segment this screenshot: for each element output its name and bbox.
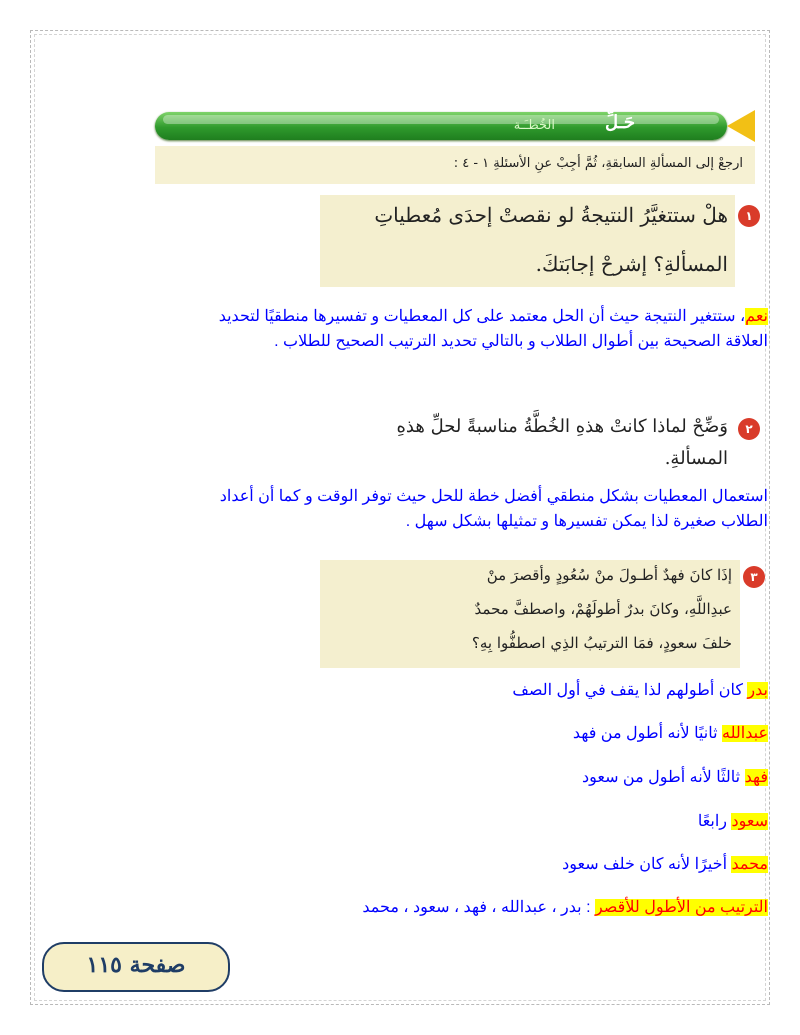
answer-3-line-1: بدر كان أطولهم لذا يقف في أول الصف [512, 682, 768, 699]
answer-2-line-1: استعمال المعطيات بشكل منطقي أفضل خطة للحل حيث توفر الوقت و كما أن أعداد [219, 488, 768, 505]
question-3-line-1: إذَا كانَ فهدٌ أطـولَ منْ سُعُودٍ وأقصرَ منْ [486, 566, 732, 584]
answer-3-line-3: فهد ثالثًا لأنه أطول من سعود [581, 769, 768, 786]
question-1-line-1: هلْ ستتغيَّرُ النتيجةُ لو نقصتْ إحدَى مُعطياتِ [374, 203, 728, 227]
answer-1-line-1: نعم، ستتغير النتيجة حيث أن الحل معتمد على كل المعطيات و تفسيرها منطقيًا لتحديد [218, 308, 768, 325]
answer-1-line-2: العلاقة الصحيحة بين أطوال الطلاب و بالتالي تحديد الترتيب الصحيح للطلاب . [274, 332, 768, 350]
order-label: الترتيب من الأطول للأقصر [594, 899, 768, 916]
page-number: صفحة ١١٥ [86, 952, 186, 978]
section-banner [155, 108, 755, 144]
answer-1 [219, 305, 768, 355]
question-3-line-3: خلفَ سعودٍ، فمَا الترتيبُ الذِي اصطفُّوا بِهِ؟ [471, 634, 732, 652]
answer-3-line-5: محمد أخيرًا لأنه كان خلف سعود [562, 856, 768, 873]
arrow-icon [727, 110, 755, 142]
order-text: : بدر ، عبدالله ، فهد ، سعود ، محمد [362, 899, 595, 916]
banner-title: حَـلِّ [604, 112, 635, 133]
question-2-line-2: المسألةِ. [664, 448, 728, 469]
answer-3-line-2: عبدالله ثانيًا لأنه أطول من فهد [572, 725, 768, 742]
order-summary [362, 900, 768, 916]
instruction-box [155, 146, 755, 184]
answer-2 [220, 485, 768, 535]
question-1-line-2: المسألةِ؟ إشرحْ إجابَتكَ. [535, 252, 728, 276]
answer-2-line-2: الطلاب صغيرة لذا يمكن تفسيرها و تمثيلها بشكل سهل . [405, 512, 768, 530]
question-3-line-2: عبدِاللَّهِ، وكانَ بدرٌ أطولَهُمْ، واصطفَّ محمدٌ [474, 600, 732, 618]
answer-3-line-4: سعود رابعًا [697, 813, 768, 830]
instruction-text: ارجعْ إلى المسألةِ السابقةِ، ثُمَّ أجِبْ عنِ الأسئلةِ ١ - ٤ : [453, 156, 743, 171]
answer-1-highlight: نعم [745, 308, 768, 325]
question-2-number: ٢ [738, 418, 760, 440]
question-1-number: ١ [738, 205, 760, 227]
banner-subtitle: الخُطـَـة [513, 118, 555, 133]
banner-bar [155, 112, 727, 140]
page-number-tag [42, 942, 230, 992]
question-3-number: ٣ [743, 566, 765, 588]
question-2-line-1: وَضِّحْ لماذا كانتْ هذهِ الخُطَّةُ مناسبةً لحلِّ هذهِ [396, 416, 728, 437]
